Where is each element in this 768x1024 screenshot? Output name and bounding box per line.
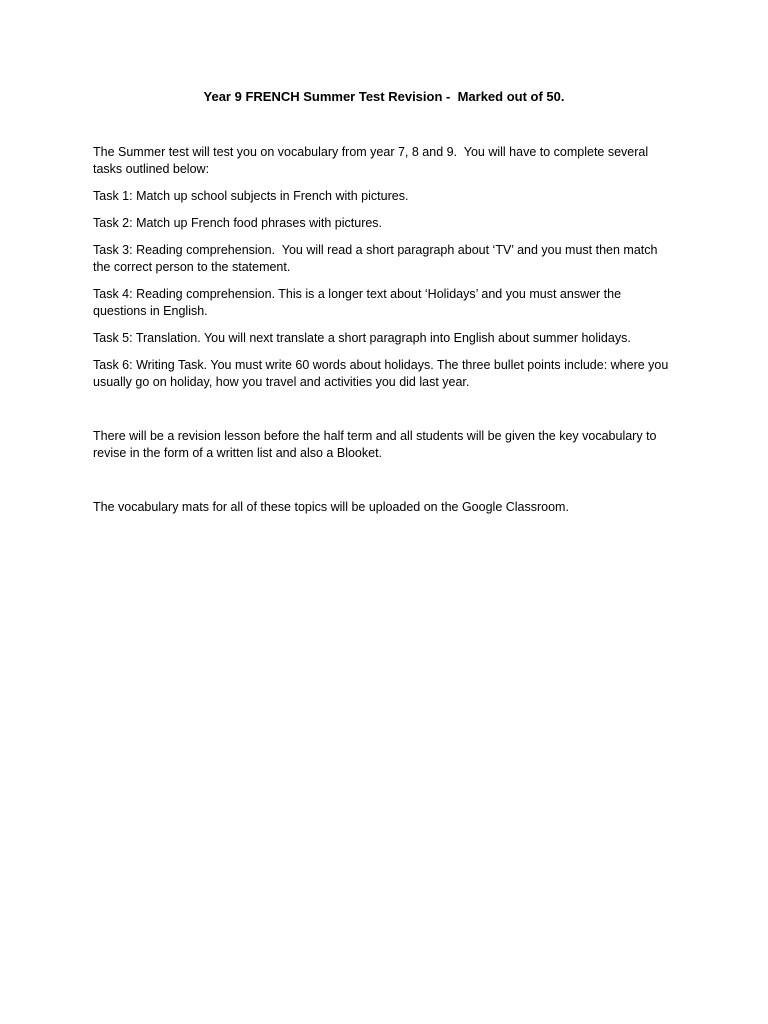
task-3: Task 3: Reading comprehension. You will read a short paragraph about ‘TV’ and you must then match the correct person to the statement. xyxy=(93,243,661,274)
intro-paragraph: The Summer test will test you on vocabulary from year 7, 8 and 9. You will have to complete several tasks outlined below: xyxy=(93,145,652,176)
task-6: Task 6: Writing Task. You must write 60 words about holidays. The three bullet points include: where you usually go on holiday, how you travel and activities you did last year. xyxy=(93,358,672,389)
revision-paragraph: There will be a revision lesson before the half term and all students will be given the key vocabulary to revise in the form of a written list and also a Blooket. xyxy=(93,429,660,460)
task-1: Task 1: Match up school subjects in French with pictures. xyxy=(93,189,409,203)
task-4: Task 4: Reading comprehension. This is a longer text about ‘Holidays’ and you must answer the questions in English. xyxy=(93,287,625,318)
task-5: Task 5: Translation. You will next translate a short paragraph into English about summer holidays. xyxy=(93,331,631,345)
task-2: Task 2: Match up French food phrases with pictures. xyxy=(93,216,383,230)
vocabulary-mats-paragraph: The vocabulary mats for all of these topics will be uploaded on the Google Classroom. xyxy=(93,500,569,514)
document-title: Year 9 FRENCH Summer Test Revision - Marked out of 50. xyxy=(203,89,565,104)
document-body xyxy=(93,144,673,516)
